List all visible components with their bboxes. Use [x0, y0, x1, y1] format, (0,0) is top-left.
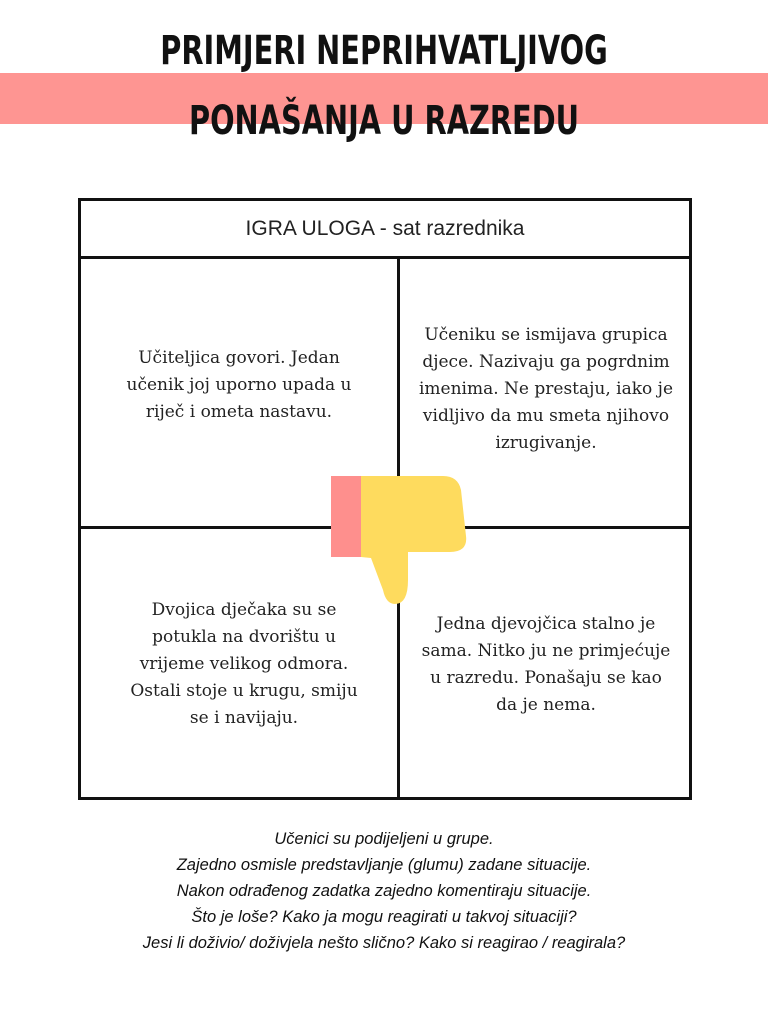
- scenario-text-4: Jedna djevojčica stalno je sama. Nitko ju ne primjećuje u razredu. Ponašaju se kao da je nema.: [421, 613, 671, 715]
- thumbs-down-icon: [331, 476, 471, 606]
- scenario-text-1: Učiteljica govori. Jedan učenik joj uporno upada u riječ i ometa nastavu.: [126, 347, 352, 422]
- instruction-line: Što je loše? Kako ja mogu reagirati u takvoj situaciji?: [191, 908, 577, 926]
- page-title-line-2: PONAŠANJA U RAZREDU: [188, 98, 580, 144]
- instructions: [0, 826, 768, 956]
- instruction-line: Jesi li doživio/ doživjela nešto slično? Kako si reagirao / reagirala?: [142, 934, 626, 952]
- scenario-text-3: Dvojica dječaka su se potukla na dvorištu u vrijeme velikog odmora. Ostali stoje u krugu, smiju se i navijaju.: [130, 600, 358, 728]
- scenario-text-2: Učeniku se ismijava grupica djece. Nazivaju ga pogrdnim imenima. Ne prestaju, iako je vidljivo da mu smeta njihovo izrugivanje.: [418, 324, 674, 453]
- grid-header: IGRA ULOGA - sat razrednika: [81, 201, 689, 259]
- instruction-line: Učenici su podijeljeni u grupe.: [274, 830, 494, 848]
- instruction-line: Zajedno osmisle predstavljanje (glumu) zadane situacije.: [176, 856, 592, 874]
- page-title-line-1: PRIMJERI NEPRIHVATLJIVOG: [160, 28, 608, 74]
- instruction-line: Nakon odrađenog zadatka zajedno komentiraju situacije.: [176, 882, 592, 900]
